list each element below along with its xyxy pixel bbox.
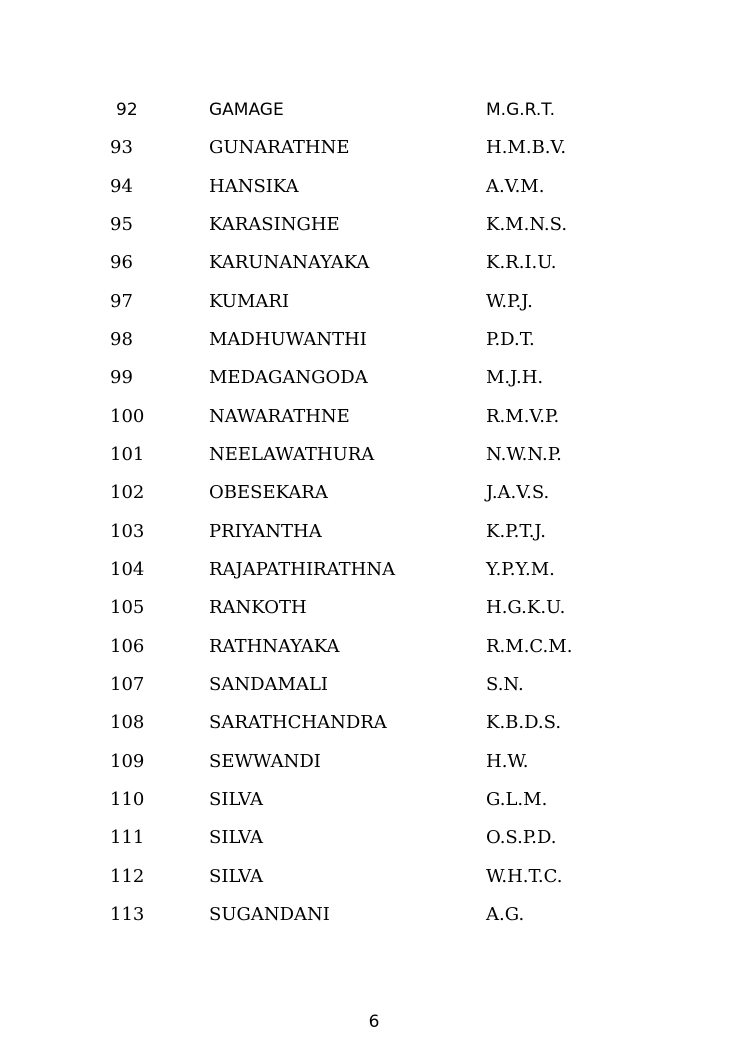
row-initials: R.M.V.P. xyxy=(486,405,560,427)
row-initials: A.V.M. xyxy=(486,175,545,197)
row-initials: G.L.M. xyxy=(486,788,548,810)
row-number: 101 xyxy=(110,443,145,465)
list-row xyxy=(110,705,670,743)
list-row xyxy=(110,782,670,820)
row-surname: SARATHCHANDRA xyxy=(209,712,387,734)
row-surname: SUGANDANI xyxy=(209,903,330,925)
list-row xyxy=(110,437,670,475)
row-initials: R.M.C.M. xyxy=(486,635,573,657)
list-row xyxy=(110,130,670,168)
row-surname: SANDAMALI xyxy=(209,673,329,695)
row-initials: K.R.I.U. xyxy=(486,252,557,274)
row-surname: GAMAGE xyxy=(209,100,284,120)
list-row xyxy=(110,897,670,935)
row-number: 104 xyxy=(110,558,145,580)
row-number: 97 xyxy=(110,290,133,312)
row-initials: W.H.T.C. xyxy=(486,865,563,887)
row-surname: RATHNAYAKA xyxy=(209,635,340,657)
row-surname: MEDAGANGODA xyxy=(209,367,368,389)
row-initials: M.G.R.T. xyxy=(486,100,556,120)
row-number: 111 xyxy=(110,827,145,849)
list-row xyxy=(110,169,670,207)
row-number: 113 xyxy=(110,903,145,925)
list-row xyxy=(110,667,670,705)
row-surname: PRIYANTHA xyxy=(209,520,322,542)
row-number: 93 xyxy=(110,137,133,159)
row-surname: MADHUWANTHI xyxy=(209,328,367,350)
row-number: 95 xyxy=(110,213,133,235)
row-initials: P.D.T. xyxy=(486,328,535,350)
row-surname: OBESEKARA xyxy=(209,482,328,504)
row-surname: NAWARATHNE xyxy=(209,405,350,427)
list-row xyxy=(110,859,670,897)
row-surname: HANSIKA xyxy=(209,175,299,197)
row-initials: K.P.T.J. xyxy=(486,520,546,542)
row-number: 102 xyxy=(110,482,145,504)
row-number: 109 xyxy=(110,750,145,772)
list-row xyxy=(110,552,670,590)
row-number: 112 xyxy=(110,865,145,887)
row-initials: A.G. xyxy=(486,903,525,925)
row-initials: H.W. xyxy=(486,750,529,772)
row-number: 94 xyxy=(110,175,133,197)
row-number: 96 xyxy=(110,252,133,274)
list-row xyxy=(110,322,670,360)
name-list xyxy=(110,92,670,935)
list-row xyxy=(110,245,670,283)
list-row xyxy=(110,92,670,130)
row-initials: K.B.D.S. xyxy=(486,712,562,734)
row-number: 103 xyxy=(110,520,145,542)
row-surname: SILVA xyxy=(209,865,264,887)
row-number: 107 xyxy=(110,673,145,695)
list-row xyxy=(110,207,670,245)
row-number: 100 xyxy=(110,405,145,427)
row-initials: O.S.P.D. xyxy=(486,827,557,849)
page-number: 6 xyxy=(368,1012,380,1032)
row-surname: SILVA xyxy=(209,788,264,810)
row-number: 106 xyxy=(110,635,145,657)
row-surname: RAJAPATHIRATHNA xyxy=(209,558,396,580)
list-row xyxy=(110,820,670,858)
row-surname: RANKOTH xyxy=(209,597,307,619)
row-initials: N.W.N.P. xyxy=(486,443,562,465)
list-row xyxy=(110,399,670,437)
row-surname: SILVA xyxy=(209,827,264,849)
row-surname: GUNARATHNE xyxy=(209,137,350,159)
list-row xyxy=(110,744,670,782)
row-initials: K.M.N.S. xyxy=(486,213,568,235)
row-surname: KARASINGHE xyxy=(209,213,340,235)
row-initials: H.M.B.V. xyxy=(486,137,567,159)
list-row xyxy=(110,590,670,628)
row-initials: S.N. xyxy=(486,673,524,695)
row-surname: NEELAWATHURA xyxy=(209,443,375,465)
list-row xyxy=(110,475,670,513)
row-initials: Y.P.Y.M. xyxy=(486,558,555,580)
row-surname: KUMARI xyxy=(209,290,290,312)
row-number: 110 xyxy=(110,788,145,810)
row-surname: KARUNANAYAKA xyxy=(209,252,370,274)
list-row xyxy=(110,514,670,552)
row-number: 108 xyxy=(110,712,145,734)
row-number: 105 xyxy=(110,597,145,619)
row-initials: H.G.K.U. xyxy=(486,597,566,619)
list-row xyxy=(110,284,670,322)
row-initials: W.P.J. xyxy=(486,290,533,312)
row-initials: M.J.H. xyxy=(486,367,544,389)
row-number: 99 xyxy=(110,367,133,389)
list-row xyxy=(110,629,670,667)
row-initials: J.A.V.S. xyxy=(486,482,550,504)
list-row xyxy=(110,360,670,398)
row-surname: SEWWANDI xyxy=(209,750,321,772)
row-number: 98 xyxy=(110,328,133,350)
row-number: 92 xyxy=(116,100,138,120)
